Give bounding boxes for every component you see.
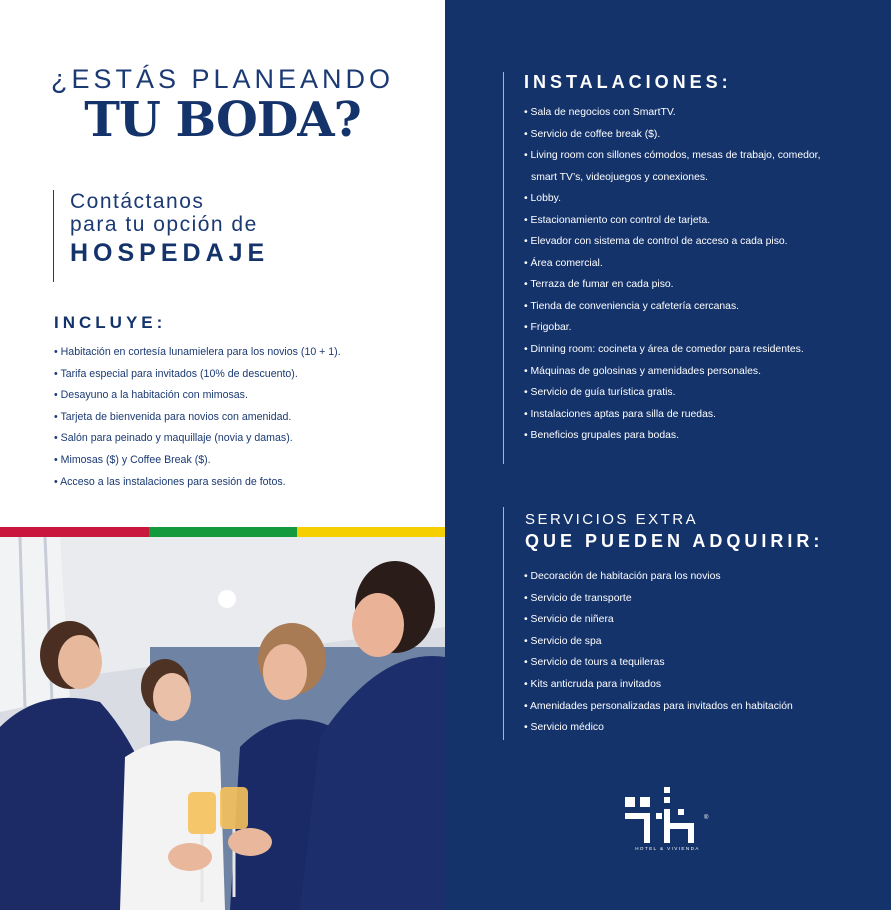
incluye-heading: INCLUYE: [54, 313, 167, 332]
list-item: • Máquinas de golosinas y amenidades personales. [524, 365, 761, 377]
list-item: • Área comercial. [524, 257, 603, 269]
list-item: • Desayuno a la habitación con mimosas. [54, 389, 248, 402]
list-item: • Kits anticruda para invitados [524, 678, 662, 690]
list-item: • Sala de negocios con SmartTV. [524, 107, 676, 118]
list-item: • Servicio de coffee break ($). [524, 128, 661, 140]
list-item: • Habitación en cortesía lunamielera para los novios (10 + 1). [54, 346, 341, 358]
list-item: • Tienda de conveniencia y cafetería cercanas. [524, 300, 740, 312]
hotel-vivienda-logo-icon [620, 783, 715, 853]
contact-block [53, 190, 269, 282]
wedding-party-photo [0, 537, 445, 910]
contact-line-2: para tu opción de [70, 213, 258, 236]
contact-line-1: Contáctanos [70, 190, 205, 213]
logo-caption: HOTEL & VIVIENDA [635, 846, 700, 851]
list-item: • Servicio de niñera [524, 614, 614, 626]
list-item: • Salón para peinado y maquillaje (novia y damas). [54, 432, 293, 445]
svg-text:®: ® [704, 815, 709, 821]
servicios-list [524, 566, 793, 739]
list-item: • Lobby. [524, 193, 561, 205]
list-item: • Estacionamiento con control de tarjeta. [524, 214, 711, 226]
contact-hospedaje: HOSPEDAJE [70, 239, 270, 267]
list-item: • Instalaciones aptas para silla de ruedas. [524, 408, 716, 420]
list-item: • Servicio de tours a tequileras [524, 657, 665, 669]
instalaciones-divider [503, 72, 504, 464]
list-item: • Acceso a las instalaciones para sesión de fotos. [54, 475, 286, 488]
list-item: • Servicio de spa [524, 635, 602, 647]
photo-illustration [0, 537, 445, 910]
list-item: • Dinning room: cocineta y área de comedor para residentes. [524, 344, 804, 356]
instalaciones-heading: INSTALACIONES: [524, 72, 732, 92]
servicios-heading-line-1: SERVICIOS EXTRA [525, 511, 699, 528]
list-item: smart TV’s, videojuegos y conexiones. [531, 171, 708, 183]
headline-question-line: ¿ESTÁS PLANEANDO [50, 64, 395, 94]
instalaciones-list [524, 102, 820, 447]
color-stripe-red [0, 527, 149, 537]
list-item: • Decoración de habitación para los novios [524, 571, 721, 582]
list-item: • Tarjeta de bienvenida para novios con amenidad. [54, 410, 292, 423]
list-item: • Servicio médico [524, 722, 604, 734]
list-item: • Terraza de fumar en cada piso. [524, 279, 674, 291]
headline-title: TU BODA? [84, 92, 361, 148]
list-item: • Tarifa especial para invitados (10% de descuento). [54, 367, 298, 380]
list-item: • Amenidades personalizadas para invitados en habitación [524, 700, 793, 712]
incluye-list [54, 342, 341, 493]
ceiling-light-icon [218, 590, 236, 608]
list-item: • Mimosas ($) y Coffee Break ($). [54, 453, 211, 466]
color-stripe-green [149, 527, 297, 537]
list-item: • Living room con sillones cómodos, mesas de trabajo, comedor, [524, 150, 821, 162]
list-item: • Servicio de guía turística gratis. [524, 387, 676, 399]
servicios-heading-line-2: QUE PUEDEN ADQUIRIR: [525, 531, 824, 551]
servicios-divider [503, 507, 504, 740]
list-item: • Frigobar. [524, 322, 572, 334]
list-item: • Servicio de transporte [524, 592, 632, 604]
color-stripe-yellow [297, 527, 445, 537]
left-panel [0, 0, 445, 910]
list-item: • Elevador con sistema de control de acceso a cada piso. [524, 236, 788, 248]
list-item: • Beneficios grupales para bodas. [524, 430, 679, 442]
